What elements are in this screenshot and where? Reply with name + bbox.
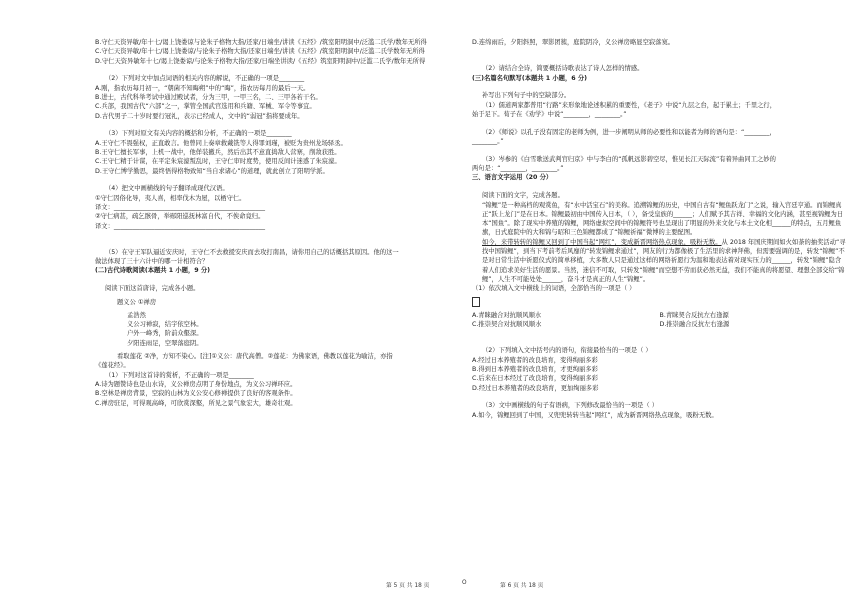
option-b: B.守仁天资异敏/年十七/谒上饶娄谅与论朱子格物大指/还家/日端坐/讲读《五经》/筑室阳明洞中/泛滥二氏学/数年无所得 (95, 39, 427, 46)
q4-sentence-2: ②守仁病甚，疏乞骸骨，举郧阳巡抚林富自代，不俟命竟归。 (95, 213, 265, 221)
poem-question-2-stem: （2）请结合全诗，简要概括诗歌表达了诗人怎样的情感。 (482, 65, 644, 73)
pq1-option-c: C.禅房驻足，可得观高峰，可欣赏深壑，所见之景气象宏大，雄奇壮观。 (95, 399, 297, 407)
memorize-q2-line-2: ________。” (472, 138, 504, 146)
lq1-option-c: C.推崇契合对抗顺风顺水 (472, 321, 542, 329)
page-number-left: 第 5 页 共 18 页 (386, 583, 430, 589)
q3-option-c: C.王守仁精于计谋，在平定朱宸濠叛乱时，王守仁审时度势，使用反间计迷惑了朱宸濠。 (95, 158, 341, 166)
question-5-line-1: （5）在守王军队逼近安庆时，王守仁不去救援安庆而去攻打南昌，请你用自己的话概括其原因。他的这一 (105, 248, 399, 256)
language-question-1-stem: （1）依次填入文中横线上的词语，全部恰当的一项是（ ） (472, 285, 636, 293)
answer-box (472, 297, 480, 307)
right-page-column (472, 38, 847, 420)
language-question-3-stem: （3）文中画横线的句子有语病，下列修改最恰当的一项是（ ） (482, 402, 659, 410)
option-c: C.守仁天资异敏/年十七/谒上饶娄谅/与论朱子格物大指/还家日端坐/讲读《五经》/筑室阳明洞中/泛滥二氏学数年无所得 (95, 48, 425, 56)
memorize-q1-line-2: 始于足下。荀子在《劝学》中说“________，________。” (472, 110, 627, 118)
lq1-options (472, 311, 847, 330)
section-4-title: 三、语言文字运用（20 分） (472, 174, 553, 182)
lq1-option-a: A.青睐融合对抗顺风顺水 (472, 311, 542, 319)
q3-option-d: D.王守仁博学勤思，最终悟得格物致知“当自求诸心”的道理，就此创立了阳明学派。 (95, 167, 329, 175)
q3-option-b: B.王守仁擅长军事，上机一战中，他佯装撤兵，然后出其不意直捣敌人营寨，削敌获胜。 (95, 148, 341, 156)
memorize-q3-line-2: 两句是：“________，________。” (472, 165, 564, 173)
memorize-q2-line-1: （2）《师说》以孔子没有固定的老师为例，进一步阐明从师的必要性和以能者为师的语句是：“________， (482, 128, 776, 136)
lq2-option-c: C.后来在日本经过了改良培育，变得绚丽多彩 (472, 375, 599, 383)
poem-author: 孟浩然 (127, 311, 146, 319)
pq1-option-d: D.连绵雨后，夕阳斜照，翠影团簇，庭院阴冷，义公禅房略显空寂落寞。 (472, 39, 675, 46)
binding-hole-marker: O (462, 580, 467, 586)
q4-translation-2: 译文：________________________________________________ (95, 222, 266, 230)
lq1-option-d: D.推崇融合反抗左右逢源 (659, 321, 730, 329)
lq2-option-d: D.经过日本养殖者的改良培育，更加绚丽多彩 (472, 384, 599, 392)
question-2-stem: （2）下列对文中加点词语的相关内容的解说，不正确的一项是________ (105, 75, 305, 83)
language-intro: 阅读下面的文字，完成各题。 (482, 192, 564, 200)
poem-notes-end: 《莲花经》。 (95, 362, 130, 370)
q2-option-c: C.兵部，我国古代“六部”之一，掌管全国武官选用和兵籍、军械、军令等事宜。 (95, 103, 316, 111)
q4-translation-1: 译文：________________________________________________ (95, 203, 266, 211)
question-5-line-2: 做法体现了三十六计中的哪一计相符合？ (95, 258, 209, 266)
pq1-option-b: B.空林是禅房背景，空寂的山林为义公安心修禅提供了良好的客观条件。 (95, 390, 297, 398)
poem-line-1: 义公习禅寂，结宇依空林。 (127, 321, 203, 329)
underlined-sentence: 如今，来带转转的锦鲤又回到了中国当起“网红”，变成新晋网络热点现象，吸粉无数。 (482, 238, 722, 246)
pq1-option-a: A.诗为题赞诗也是山水诗，义公禅房点明了身份地点，为义公习禅环应。 (95, 380, 297, 388)
option-d: D.守仁天资异敏年十七/谒上饶娄谅/与论朱子格物大指/还家/日端坐讲读/《五经》筑室阳明洞中/泛滥二氏学/数年无所得 (95, 57, 426, 65)
q3-option-a: A.王守仁不畏强权，正直敢言。他曾同上奏章救戴铣等人得罪刘瑾，被贬为贵州龙场驿丞。 (95, 139, 347, 147)
passage-paragraph-2-rest: 从 2018 年国庆期间如火如荼的抽奖活动“寻找中国锦鲤”，到当下考前考后风靡的“转发锦鲤求通过”，网友的行为都像极了生活里的求神拜佛，但需要强调的是，转发“锦鲤”不是对日常生活中祈愿仪式的简单移植，大多数人只是通过这样的网络祈愿行为温和地表达着对现实压力的______，转发“锦鲤”隐含着人们追求美好生活的愿景。当然，迷信不可取，只转发“锦鲤”而空想不劳而获必然无益，我们不能真的将愿望、理想全部交给“锦鲤”，人生不可能处处______，奋斗才是真正的人生“锦鲤”。 (482, 238, 846, 283)
language-question-2-stem: （2）下列填入文中括号内的语句，衔接最恰当的一项是（ ） (482, 347, 652, 355)
q2-option-a: A.刚，指农历每月初一，“朝菌不知晦朔”中的“晦”，指农历每月的最后一天。 (95, 84, 310, 92)
q4-sentence-1: ①守仁因俗化导，夷人喜，相率伐木为屋，以栖守仁。 (95, 194, 246, 202)
memorize-q3-line-1: （3）岑参的《白雪歌送武判官归京》中与李白的“孤帆远影碧空尽，惟见长江天际流”有着异曲同工之妙的 (482, 155, 776, 163)
poem-line-2: 户外一峰秀，阶前众壑深。 (127, 330, 203, 338)
section-3-title: (三)名篇名句默写(本题共 1 小题，6 分) (472, 74, 588, 82)
question-4-stem: （4）把文中画横线的句子翻译成现代汉语。 (105, 185, 229, 193)
poem-line-4-and-notes: 看取莲花 ②净，方知不染心。[注]①义公：唐代高僧。②莲花：为佛家语，佛教以莲花为喻洁，亦指 (117, 353, 393, 361)
poem-question-1-stem: （1）下列对这首诗的赏析，不正确的一项是________ (105, 371, 254, 379)
page-number-right: 第 6 页 共 18 页 (500, 583, 544, 589)
question-3-stem: （3）下列对原文有关内容的概括和分析，不正确的一项是________ (105, 130, 292, 138)
lq2-option-a: A.经过日本养殖者的改良培育，变得绚丽多彩 (472, 356, 598, 364)
memorize-question-stem: 补写出下列句子中的空缺部分。 (482, 92, 571, 100)
left-page-column (95, 38, 470, 408)
poem-line-3: 夕阳连雨足，空翠落庭阴。 (127, 339, 203, 347)
passage-paragraph-2 (472, 238, 847, 284)
section-2-title: (二)古代诗歌阅读(本题共 1 小题，9 分) (95, 267, 211, 275)
q2-option-d: D.古代男子二十岁时要行冠礼，表示已经成人，文中的“弱冠”指将要成年。 (95, 112, 304, 120)
passage-paragraph-1: “锦鲤”是一种高档的观赏鱼，有“水中活宝石”的美称。追溯锦鲤的历史，中国自古有“鲤鱼跃龙门”之说，输入宫廷亨通。而锦鲤真正“跃上龙门”是在日本。锦鲤最初由中国传入日本，（ ），备受皇族的______；人们赋予其吉祥、幸福的文化内涵，甚至视锦鲤为日本“国鱼”。除了现实中养殖的锦鲤，网络虚拟空间中的锦鲤符号也呈现出了明显的外来文化与本土文化相______的特点，五月鲤鱼旗，日式庭院中的大和锦与昭和三色锦鲤都成了“锦鲤祈福”微博的主要配图。 (482, 201, 844, 237)
q2-option-b: B.进士，古代科举考试中通过殿试者，分为三甲，一甲三名，二、三甲各若干名。 (95, 93, 322, 101)
poem-title: 题义公 ①禅房 (117, 298, 157, 306)
lq2-option-b: B.得到日本养殖者的改良培育，才更绚丽多彩 (472, 366, 598, 374)
lq1-option-b: B.青睐契合反抗左右逢源 (659, 311, 729, 319)
lq3-option-a: A.如今，锦鲤回到了中国，又兜兜转转当起“网红”，成为新晋网络热点现象，吸粉无数。 (472, 411, 718, 419)
poem-intro: 阅读下面这首唐诗，完成各小题。 (105, 285, 200, 293)
memorize-q1-line-1: （1）儒道两家都普用“行路”来形象地论述积累的重要性，《老子》中说“九层之台，起于累土；千里之行， (482, 101, 777, 109)
